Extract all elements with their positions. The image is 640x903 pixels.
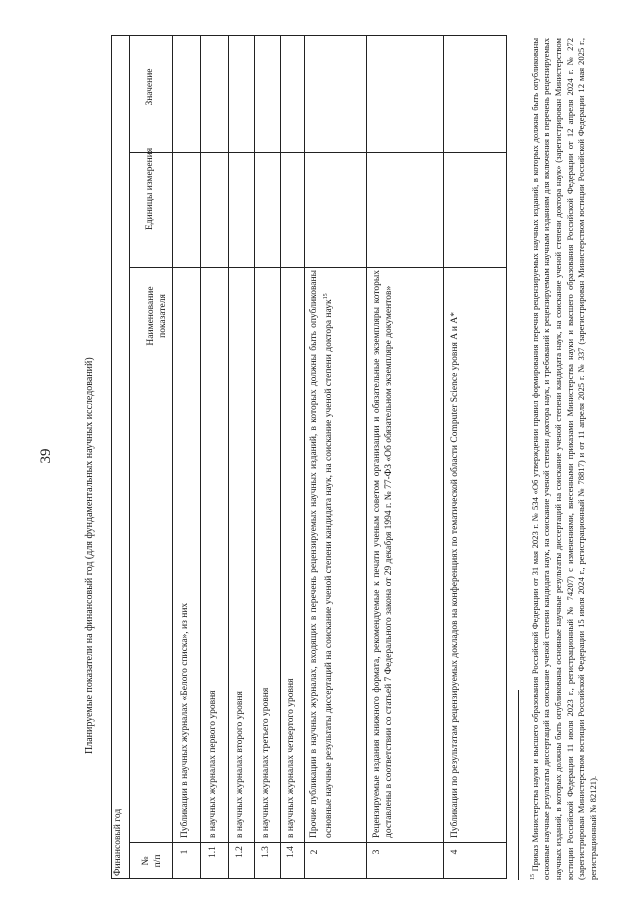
footnote-separator — [518, 690, 519, 880]
row-divider — [172, 35, 173, 879]
row-divider — [129, 35, 130, 879]
footnote-marker: 15 — [530, 874, 536, 880]
row-num: 1 — [180, 849, 190, 855]
row-text: Публикации по результатам рецензируемых докладов на конференциях по тематической области Computer Science уровня A и A* — [450, 311, 460, 838]
header-value: Значение — [145, 68, 155, 106]
row-divider — [280, 35, 281, 879]
row-num: 1.1 — [208, 846, 218, 858]
page-title: Планируемые показатели на финансовый год (для фундаментальных научных исследований) — [84, 357, 95, 754]
row-num: 1.4 — [286, 846, 296, 858]
row-num: 2 — [310, 849, 320, 855]
row-divider — [443, 35, 444, 879]
row-divider — [228, 35, 229, 879]
column-divider — [129, 267, 507, 268]
row-text: в научных журналах четвертого уровня — [286, 678, 296, 838]
row-text: в научных журналах третьего уровня — [261, 687, 271, 838]
footnote-ref: 15 — [322, 293, 329, 300]
row-num: 4 — [450, 849, 460, 855]
column-divider — [129, 152, 507, 153]
row-divider — [200, 35, 201, 879]
row-divider — [254, 35, 255, 879]
row-text-content: Прочие публикации в научных журналах, входящих в перечень рецензируемых научных изданий, в которых должны быть опубликованы основные научные результаты диссертаций на соискание ученой степени кандидата наук, на соискание ученой степени доктора наук — [309, 270, 334, 838]
row-num: 1.3 — [261, 846, 271, 858]
row-text: в научных журналах первого уровня — [208, 690, 218, 838]
row-num: 3 — [372, 849, 382, 855]
header-num — [141, 846, 164, 876]
header-units: Единицы измерения — [145, 147, 155, 230]
row-divider — [366, 35, 367, 879]
footnote — [528, 38, 599, 880]
row-text: Рецензируемые издания книжного формата, рекомендуемые к печати ученым советом организации и обязательные экземпляры которых доставлены в соответствии со статьей 7 Федерального закона от 29 декабря 1994 г. № 77-ФЗ «Об обязательном экземпляре документов» — [372, 270, 394, 838]
row-text: Публикации в научных журналах «Белого списка», из них — [180, 602, 190, 838]
footnote-text: Приказ Министерства науки и высшего образования Российской Федерации от 31 мая 2023 г. № 534 «Об утверждении правил формирования перечня рецензируемых научных изданий, в которых должны быть опубликованы основные научные результаты диссертаций на соискание ученой степени кандидата наук, на соискание ученой степени доктора наук, и требований к рецензируемым научным изданиям для включения в перечень рецензируемых научных изданий, в которых должны быть опубликованы основные научные результаты диссертаций на соискание ученой степени кандидата наук, на соискание ученой степени доктора наук» (зарегистрирован Министерством юстиции Российской Федерации 11 июля 2023 г., регистрационный № 74207) с изменениями, внесенными приказами Министерства науки и высшего образования Российской Федерации от 12 апреля 2024 г. № 272 (зарегистрирован Министерством юстиции Российской Федерации 15 июля 2024 г., регистрационный № 78817) и от 11 апреля 2025 г. № 337 (зарегистрирован Министерством юстиции Российской Федерации 12 мая 2025 г., регистрационный № 82121). — [529, 38, 598, 880]
page-number: 39 — [38, 448, 54, 464]
row-divider — [304, 35, 305, 879]
row-text — [309, 270, 335, 838]
table-caption: Финансовый год — [113, 808, 123, 876]
row-text: в научных журналах второго уровня — [235, 691, 245, 838]
row-num: 1.2 — [235, 846, 245, 858]
header-name: Наименование показателя — [146, 286, 168, 346]
header-num-label: № п/п — [141, 854, 163, 868]
